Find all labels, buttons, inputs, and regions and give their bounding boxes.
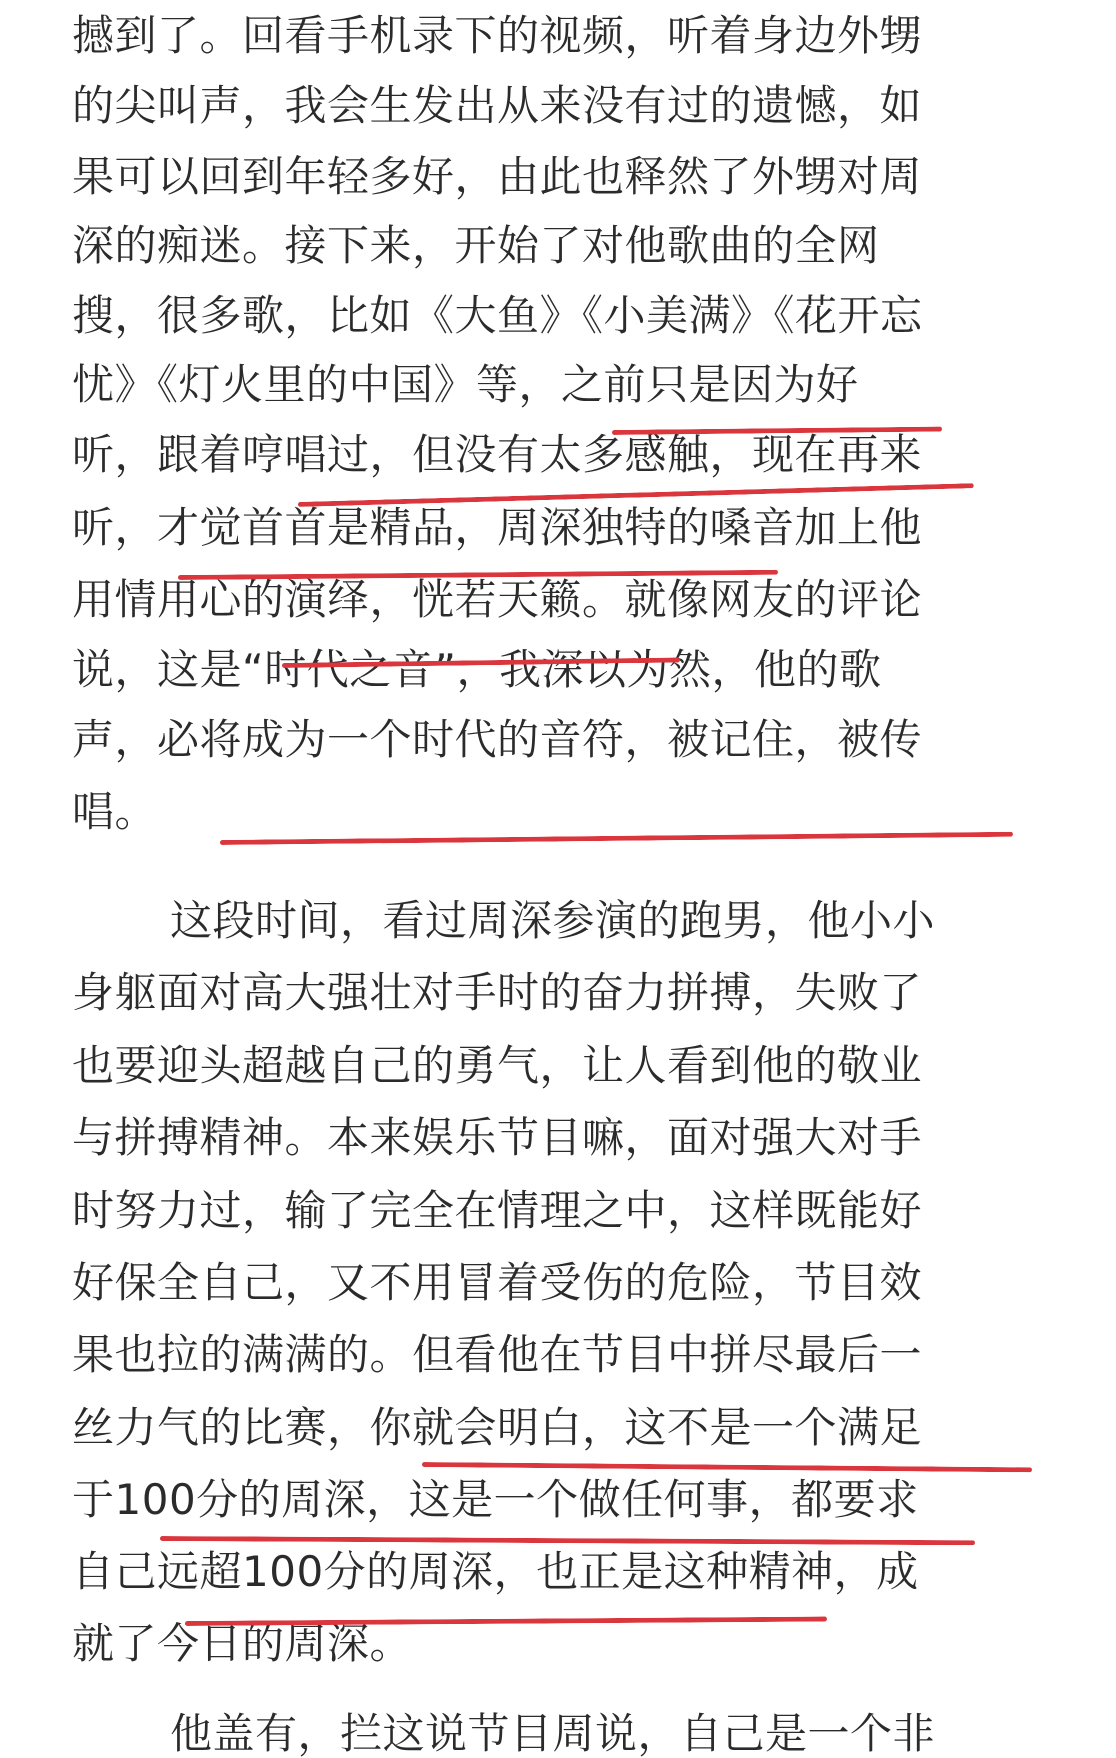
text-line: 听，才觉首首是精品，周深独特的嗓音加上他 xyxy=(72,503,923,552)
red-underline xyxy=(220,832,1013,845)
text-line: 的尖叫声，我会生发出从来没有过的遗憾，如 xyxy=(72,81,923,130)
text-line: 时努力过，输了完全在情理之中，这样既能好 xyxy=(72,1186,923,1235)
text-line: 丝力气的比赛，你就会明白，这不是一个满足 xyxy=(72,1403,923,1452)
text-line: 说，这是“时代之音”，我深以为然，他的歌 xyxy=(72,645,882,694)
text-line: 唱。 xyxy=(72,787,158,836)
red-underline xyxy=(185,1617,827,1626)
text-line: 自己远超100分的周深，也正是这种精神，成 xyxy=(72,1547,919,1596)
text-line: 忧》《灯火里的中国》等，之前只是因为好 xyxy=(72,360,859,409)
text-line: 果也拉的满满的。但看他在节目中拼尽最后一 xyxy=(72,1330,923,1379)
text-line: 于100分的周深，这是一个做任何事，都要求 xyxy=(72,1475,919,1524)
text-line: 与拼搏精神。本来娱乐节目嘛，面对强大对手 xyxy=(72,1113,923,1162)
text-line: 好保全自己，又不用冒着受伤的危险，节目效 xyxy=(72,1258,923,1307)
text-line: 听，跟着哼唱过，但没有太多感触，现在再来 xyxy=(72,430,923,479)
text-line: 这段时间，看过周深参演的跑男，他小小 xyxy=(170,896,936,945)
text-line: 也要迎头超越自己的勇气，让人看到他的敬业 xyxy=(72,1041,923,1090)
red-underline xyxy=(422,1462,1032,1472)
red-underline xyxy=(160,1536,975,1545)
text-line: 身躯面对高大强壮对手时的奋力拼搏，失败了 xyxy=(72,968,923,1017)
text-line: 撼到了。回看手机录下的视频，听着身边外甥 xyxy=(72,11,923,60)
text-line: 搜，很多歌，比如《大鱼》《小美满》《花开忘 xyxy=(72,291,923,340)
text-line: 用情用心的演绎，恍若天籁。就像网友的评论 xyxy=(72,575,923,624)
text-line: 声，必将成为一个时代的音符，被记住，被传 xyxy=(72,715,923,764)
text-line: 果可以回到年轻多好，由此也释然了外甥对周 xyxy=(72,152,923,201)
text-line-cut: 他盖有，拦这说节目周说，自己是一个非 xyxy=(170,1709,936,1758)
text-line: 深的痴迷。接下来，开始了对他歌曲的全网 xyxy=(72,221,880,270)
text-line: 就了今日的周深。 xyxy=(72,1619,413,1668)
